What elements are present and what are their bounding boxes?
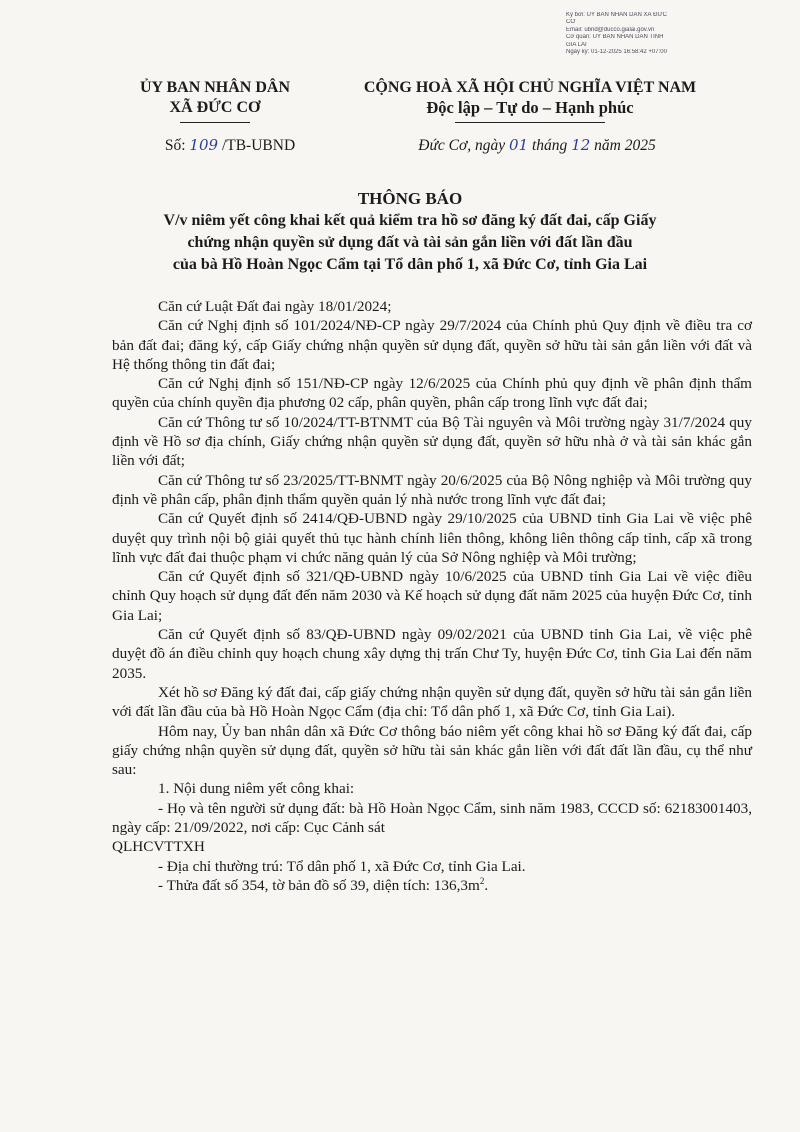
date-month-handwritten: 12 bbox=[571, 136, 591, 154]
paragraph: Căn cứ Luật Đất đai ngày 18/01/2024; bbox=[158, 298, 392, 315]
signature-line: Email: ubnd@ducco.gialai.gov.vn bbox=[566, 26, 655, 33]
number-handwritten: 109 bbox=[189, 136, 219, 154]
paragraph: Hôm nay, Ủy ban nhân dân xã Đức Cơ thông báo niêm yết công khai hồ sơ Đăng ký đất đai, cấp giấy chứng nhận quyền sử dụng đất, quyền sở hữu tài sản khác gắn liền với đất đất lần đầu, cụ thể như sau: bbox=[112, 722, 752, 779]
paragraph: - Địa chỉ thường trú: Tổ dân phố 1, xã Đức Cơ, tỉnh Gia Lai. bbox=[158, 857, 526, 875]
paragraph: Căn cứ Quyết định số 2414/QĐ-UBND ngày 29/10/2025 của UBND tỉnh Gia Lai về việc phê duyệt quy trình nội bộ giải quyết thủ tục hành chính liên thông, không liên thông cấp tỉnh, cấp xã trong lĩnh vực đất đai thuộc phạm vi chức năng quản lý của Sở Nông nghiệp và Môi trường; bbox=[112, 510, 752, 566]
agency-commune: XÃ ĐỨC CƠ bbox=[169, 99, 261, 116]
paragraph: Căn cứ Thông tư số 10/2024/TT-BTNMT của Bộ Tài nguyên và Môi trường ngày 31/7/2024 quy định về Hồ sơ địa chính, Giấy chứng nhận quyền sử dụng đất, quyền sở hữu nhà ở và tài sản khác gắn liền với đất; bbox=[112, 413, 752, 470]
parcel-info-end: . bbox=[484, 876, 489, 894]
agency-underline bbox=[180, 122, 250, 123]
notice-title bbox=[80, 188, 740, 276]
paragraph: Căn cứ Quyết định số 83/QĐ-UBND ngày 09/02/2021 của UBND tỉnh Gia Lai, về việc phê duyệt đồ án điều chỉnh quy hoạch chung xây dựng thị trấn Chư Ty, huyện Đức Cơ, tỉnh Gia Lai đến năm 2035. bbox=[112, 626, 752, 682]
digital-signature-stamp bbox=[566, 12, 726, 56]
title-subject-line: V/v niêm yết công khai kết quả kiểm tra hồ sơ đăng ký đất đai, cấp Giấy bbox=[163, 212, 657, 229]
number-suffix: /TB-UBND bbox=[221, 137, 296, 154]
paragraph: Căn cứ Nghị định số 151/NĐ-CP ngày 12/6/2025 của Chính phủ quy định về phân định thẩm quyền của chính quyền địa phương 02 cấp, phân quyền, phân cấp trong lĩnh vực đất đai; bbox=[112, 375, 752, 412]
date-month-word: tháng bbox=[532, 137, 568, 154]
signature-line: Ký bởi: ỦY BAN NHÂN DÂN XÃ ĐỨC bbox=[566, 12, 667, 18]
paragraph: Căn cứ Quyết định số 321/QĐ-UBND ngày 10/6/2025 của UBND tỉnh Gia Lai về việc điều chỉnh Quy hoạch sử dụng đất đến năm 2030 và Kế hoạch sử dụng đất năm 2025 của huyện Đức Cơ, tỉnh Gia Lai; bbox=[112, 568, 752, 624]
nation-name: CỘNG HOÀ XÃ HỘI CHỦ NGHĨA VIỆT NAM bbox=[363, 79, 697, 96]
parcel-info: - Thửa đất số 354, tờ bản đồ số 39, diện tích: 136,3m bbox=[158, 876, 480, 894]
signature-line: CƠ bbox=[566, 19, 576, 26]
paragraph bbox=[112, 876, 752, 895]
agency-name: ỦY BAN NHÂN DÂN bbox=[139, 79, 291, 96]
date-day-handwritten: 01 bbox=[509, 136, 529, 154]
national-header bbox=[330, 78, 730, 123]
paragraph: 1. Nội dung niêm yết công khai: bbox=[158, 780, 355, 798]
title-heading: THÔNG BÁO bbox=[357, 189, 463, 208]
document-date bbox=[372, 136, 702, 155]
signature-line: Ngày ký: 01-12-2025 16:58:42 +07:00 bbox=[566, 49, 667, 56]
title-subject-line: chứng nhận quyền sử dụng đất và tài sản gắn liền với đất lần đầu bbox=[187, 234, 633, 251]
document-number bbox=[120, 136, 340, 155]
notice-body bbox=[112, 297, 752, 895]
paragraph: Xét hồ sơ Đăng ký đất đai, cấp giấy chứng nhận quyền sử dụng đất, quyền sở hữu tài sản gắn liền với đất lần đầu của bà Hồ Hoàn Ngọc Cẩm (địa chỉ: Tổ dân phố 1, xã Đức Cơ, tỉnh Gia Lai). bbox=[112, 683, 752, 721]
date-place: Đức Cơ, ngày bbox=[418, 137, 506, 154]
motto-underline bbox=[455, 122, 605, 123]
paragraph: - Họ và tên người sử dụng đất: bà Hồ Hoàn Ngọc Cẩm, sinh năm 1983, CCCD số: 62183001403, ngày cấp: 21/09/2022, nơi cấp: Cục Cảnh sát bbox=[112, 799, 752, 837]
paragraph: Căn cứ Nghị định số 101/2024/NĐ-CP ngày 29/7/2024 của Chính phủ Quy định về điều tra cơ bản đất đai; đăng ký, cấp Giấy chứng nhận quyền sử dụng đất, quyền sở hữu tài sản gắn liền với đất và Hệ thống thông tin đất đai; bbox=[112, 317, 752, 373]
number-prefix: Số: bbox=[164, 137, 186, 154]
date-year: năm 2025 bbox=[594, 137, 656, 154]
paragraph-continuation: QLHCVTTXH bbox=[112, 838, 205, 856]
paragraph: Căn cứ Thông tư số 23/2025/TT-BNMT ngày 20/6/2025 của Bộ Nông nghiệp và Môi trường quy định về phân cấp, phân định thẩm quyền quản lý nhà nước trong lĩnh vực đất đai; bbox=[112, 471, 752, 508]
area-unit-superscript: 2 bbox=[479, 875, 485, 886]
signature-line: Cơ quan: ỦY BAN NHÂN DÂN TỈNH bbox=[566, 34, 664, 41]
issuing-agency bbox=[110, 78, 320, 123]
national-motto: Độc lập – Tự do – Hạnh phúc bbox=[426, 98, 634, 117]
title-subject-line: của bà Hồ Hoàn Ngọc Cẩm tại Tổ dân phố 1, xã Đức Cơ, tỉnh Gia Lai bbox=[172, 256, 648, 273]
signature-line: GIA LAI bbox=[566, 41, 587, 48]
